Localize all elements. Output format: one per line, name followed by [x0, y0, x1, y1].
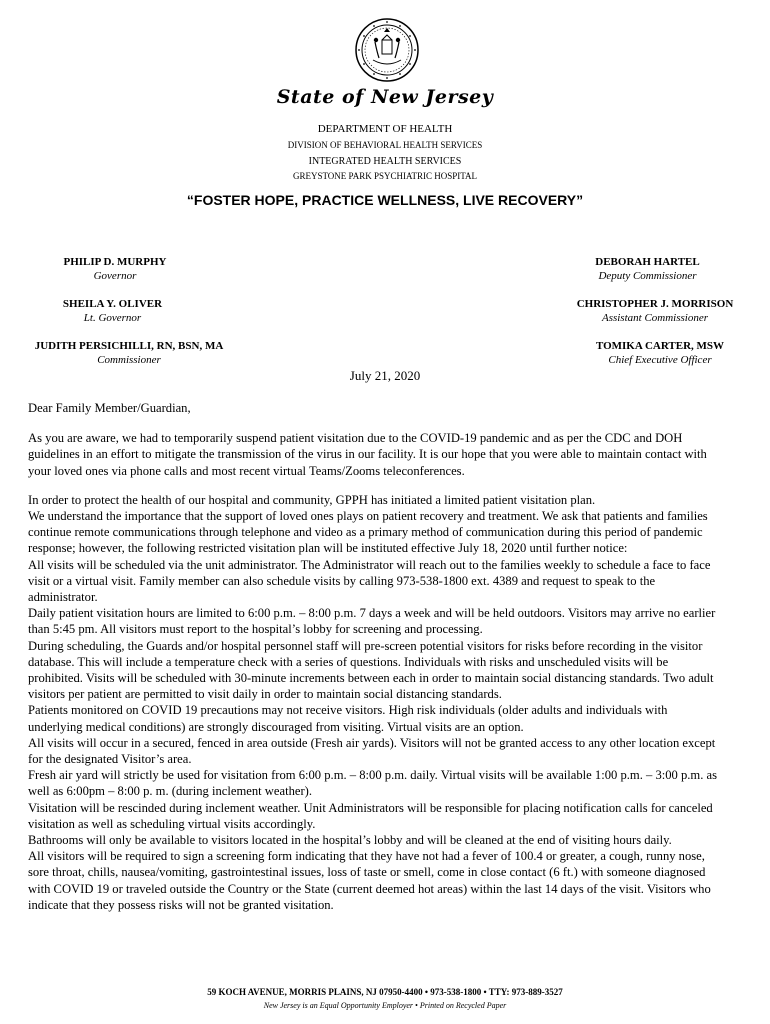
- official-name: DEBORAH HARTEL: [595, 256, 700, 268]
- hospital-heading: GREYSTONE PARK PSYCHIATRIC HOSPITAL: [292, 171, 478, 181]
- services-heading: INTEGRATED HEALTH SERVICES: [308, 156, 462, 167]
- official-title: Assistant Commissioner: [601, 312, 709, 324]
- official-name: JUDITH PERSICHILLI, RN, BSN, MA: [34, 340, 224, 352]
- plan-line: All visits will be scheduled via the unit administrator. The Administrator will reach out to the families weekly to schedule a face to face visit or a virtual visit. Family member can also schedule visits by calling 973-538-1800 ext. 4389 and request to speak to the administrator.: [28, 557, 711, 605]
- plan-line: During scheduling, the Guards and/or hospital personnel staff will pre-screen potential visitors for risks before recording in the visitor database. This will include a temperature check with a series of questions. Individuals with risks and unscheduled visits will be prohibited. Visits will be scheduled with 30-minute increments between each in order to maintain social distancing standards. Two adult visitors per patient are permitted to visit daily in order to maintain social distancing standards.: [28, 638, 714, 702]
- official-name: CHRISTOPHER J. MORRISON: [576, 298, 734, 310]
- plan-line: Daily patient visitation hours are limited to 6:00 p.m. – 8:00 p.m. 7 days a week and will be held outdoors. Visitors may arrive no earlier than 5:45 pm. All visitors must report to the hospital’s lobby for screening and processing.: [28, 606, 716, 637]
- official-lt-governor: [40, 297, 185, 325]
- official-name: SHEILA Y. OLIVER: [62, 298, 163, 310]
- letter-date: July 21, 2020: [349, 368, 421, 383]
- plan-line: All visits will occur in a secured, fenced in area outside (Fresh air yards). Visitors will not be granted access to any other location except for the designated Visitor’s area.: [28, 735, 716, 767]
- letter-body: [28, 400, 722, 913]
- motto: “FOSTER HOPE, PRACTICE WELLNESS, LIVE RECOVERY”: [186, 192, 584, 208]
- official-name: TOMIKA CARTER, MSW: [595, 340, 725, 352]
- intro-paragraph: As you are aware, we had to temporarily suspend patient visitation due to the COVID-19 pandemic and as per the CDC and DOH guidelines in an effort to mitigate the transmission of the virus in our facility. It is our hope that you were able to maintain contact with your loved ones via phone calls and most recent virtual Teams/Zooms teleconferences.: [28, 431, 707, 478]
- official-title: Deputy Commissioner: [598, 270, 697, 282]
- footer-equal-opportunity: New Jersey is an Equal Opportunity Employer • Printed on Recycled Paper: [263, 1001, 507, 1010]
- official-governor: [40, 255, 190, 283]
- department-heading: DEPARTMENT OF HEALTH: [317, 123, 453, 135]
- plan-line: All visitors will be required to sign a screening form indicating that they have not had a fever of 100.4 or greater, a cough, runny nose, sore throat, chills, nausea/vomiting, gastrointestinal issues, loss of taste or smell, come in close contact (6 ft.) with someone diagnosed with COVID 19 or traveled outside the Country or the State (current deemed hot areas) within the last 14 days of the visit. Visitors who indicate that they possess risks will not be granted visitation.: [28, 849, 711, 912]
- official-title: Commissioner: [97, 354, 161, 366]
- footer-address: 59 KOCH AVENUE, MORRIS PLAINS, NJ 07950-4400 • 973-538-1800 • TTY: 973-889-3527: [207, 987, 563, 997]
- official-name: PHILIP D. MURPHY: [63, 256, 167, 268]
- official-title: Chief Executive Officer: [608, 354, 712, 366]
- plan-line: Patients monitored on COVID 19 precautions may not receive visitors. High risk individuals (older adults and individuals with underlying medical conditions) are strongly discouraged from visiting. Virtual visits are an option.: [28, 703, 668, 734]
- plan-line: We understand the importance that the support of loved ones plays on patient recovery and treatment. We ask that patients and families continue remote communications through telephone and video as a primary method of communication during this period of pandemic response; however, the following restricted visitation plan will be instituted effective July 18, 2020 until further notice:: [28, 509, 708, 556]
- state-name: State of New Jersey: [276, 86, 494, 108]
- division-heading: DIVISION OF BEHAVIORAL HEALTH SERVICES: [287, 140, 483, 150]
- official-deputy-commissioner: [570, 255, 725, 283]
- plan-line: Fresh air yard will strictly be used for visitation from 6:00 p.m. – 8:00 p.m. daily. Virtual visits will be available 1:00 p.m. – 3:00 p.m. as well as 6:00pm – 8:00 p. m. (during inclement weather).: [28, 768, 718, 799]
- official-title: Governor: [93, 270, 137, 282]
- official-title: Lt. Governor: [83, 312, 142, 324]
- state-seal-icon: [355, 18, 419, 82]
- salutation: Dear Family Member/Guardian,: [28, 401, 191, 415]
- official-assistant-commissioner: [555, 297, 755, 325]
- plan-line: Bathrooms will only be available to visitors located in the hospital’s lobby and will be cleaned at the end of visiting hours daily.: [28, 833, 672, 848]
- official-commissioner: [24, 339, 234, 367]
- official-ceo: [570, 339, 750, 367]
- plan-line: Visitation will be rescinded during inclement weather. Unit Administrators will be responsible for placing notification calls for canceled visitation as well as scheduling virtual visits accordingly.: [28, 800, 713, 831]
- plan-line: In order to protect the health of our hospital and community, GPPH has initiated a limited patient visitation plan.: [28, 492, 596, 507]
